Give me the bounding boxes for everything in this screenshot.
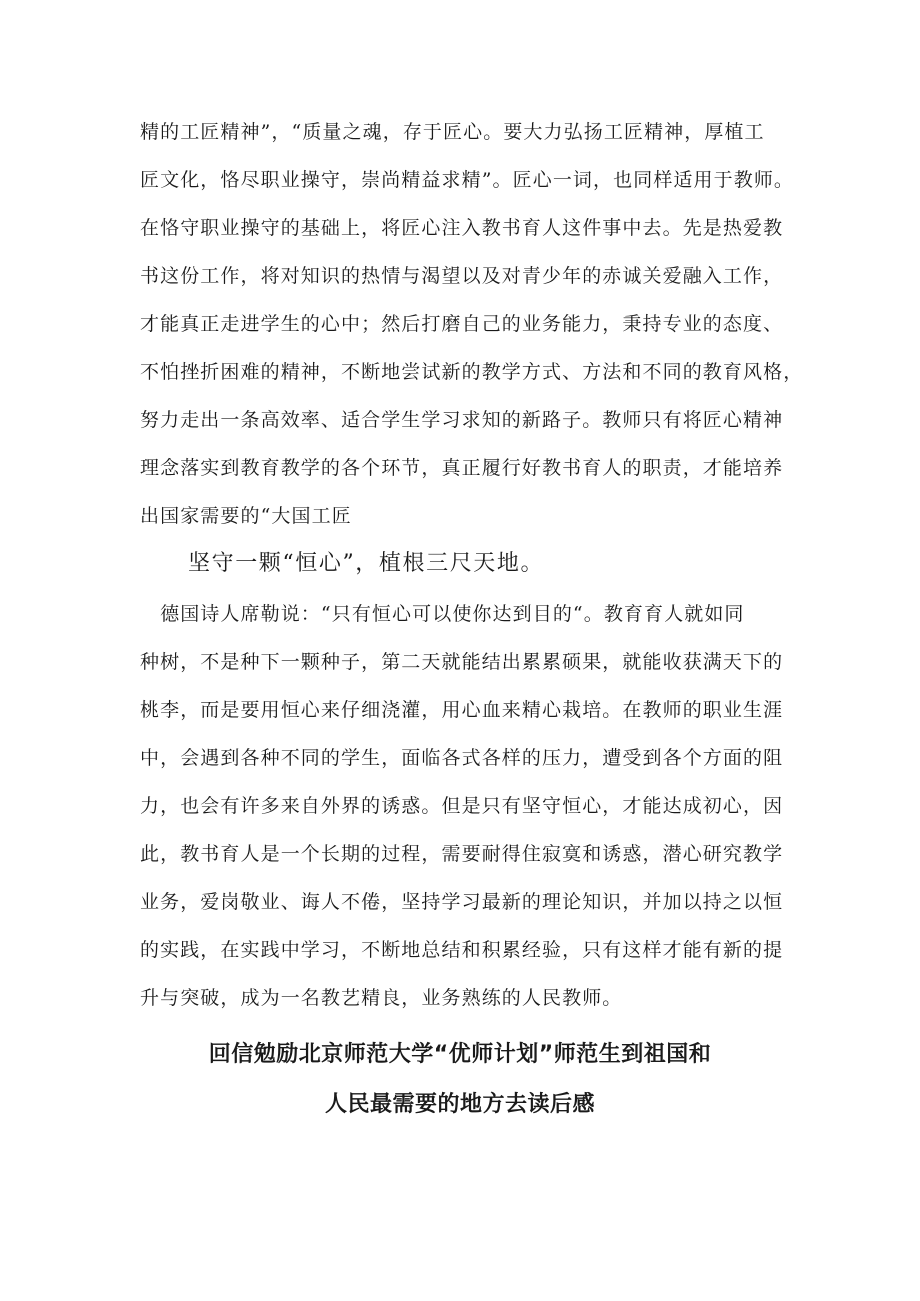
text-line: 出国家需要的“大国工匠 [140,505,352,527]
text-line: 理念落实到教育教学的各个环节，真正履行好教书育人的职责，才能培养 [140,457,784,479]
text-line: 升与突破，成为一名教艺精良，业务熟练的人民教师。 [140,987,623,1009]
text-line: 力，也会有许多来自外界的诱惑。但是只有坚守恒心，才能达成初心，因 [140,795,784,817]
paragraph-craftsman-spirit [140,108,804,540]
text-line: 不怕挫折困难的精神，不断地尝试新的教学方式、方法和不同的教育风格， [140,361,804,383]
text-line: 此，教书育人是一个长期的过程，需要耐得住寂寞和诱惑，潜心研究教学 [140,843,784,865]
text-line: 桃李，而是要用恒心来仔细浇灌，用心血来精心栽培。在教师的职业生涯 [140,699,784,721]
text-line: 努力走出一条高效率、适合学生学习求知的新路子。教师只有将匠心精神 [140,409,784,431]
section-heading: 坚守一颗“恒心”，植根三尺天地。 [188,551,545,576]
text-line: 种树，不是种下一颗种子，第二天就能结出累累硕果，就能收获满天下的 [140,651,784,673]
text-line: 书这份工作，将对知识的热情与渴望以及对青少年的赤诚关爱融入工作， [140,265,784,287]
text-line: 德国诗人席勒说：“只有恒心可以使你达到目的“。教育育人就如同 [140,603,745,625]
text-line: 中，会遇到各种不同的学生，面临各式各样的压力，遭受到各个方面的阻 [140,747,784,769]
text-line: 的实践，在实践中学习，不断地总结和积累经验，只有这样才能有新的提 [140,939,784,961]
paragraph-perseverance [140,590,800,1022]
text-line: 业务，爱岗敬业、诲人不倦，坚持学习最新的理论知识，并加以持之以恒 [140,891,784,913]
text-line: 才能真正走进学生的心中；然后打磨自己的业务能力，秉持专业的态度、 [140,313,784,335]
text-line: 匠文化，恪尽职业操守，崇尚精益求精”。匠心一词，也同样适用于教师。 [140,169,795,191]
document-title-line-1: 回信勉励北京师范大学“优师计划”师范生到祖国和 [208,1042,712,1067]
document-title-line-2: 人民最需要的地方去读后感 [324,1092,595,1117]
text-line: 精的工匠精神”，“质量之魂，存于匠心。要大力弘扬工匠精神，厚植工 [140,121,765,143]
text-line: 在恪守职业操守的基础上，将匠心注入教书育人这件事中去。先是热爱教 [140,217,784,239]
